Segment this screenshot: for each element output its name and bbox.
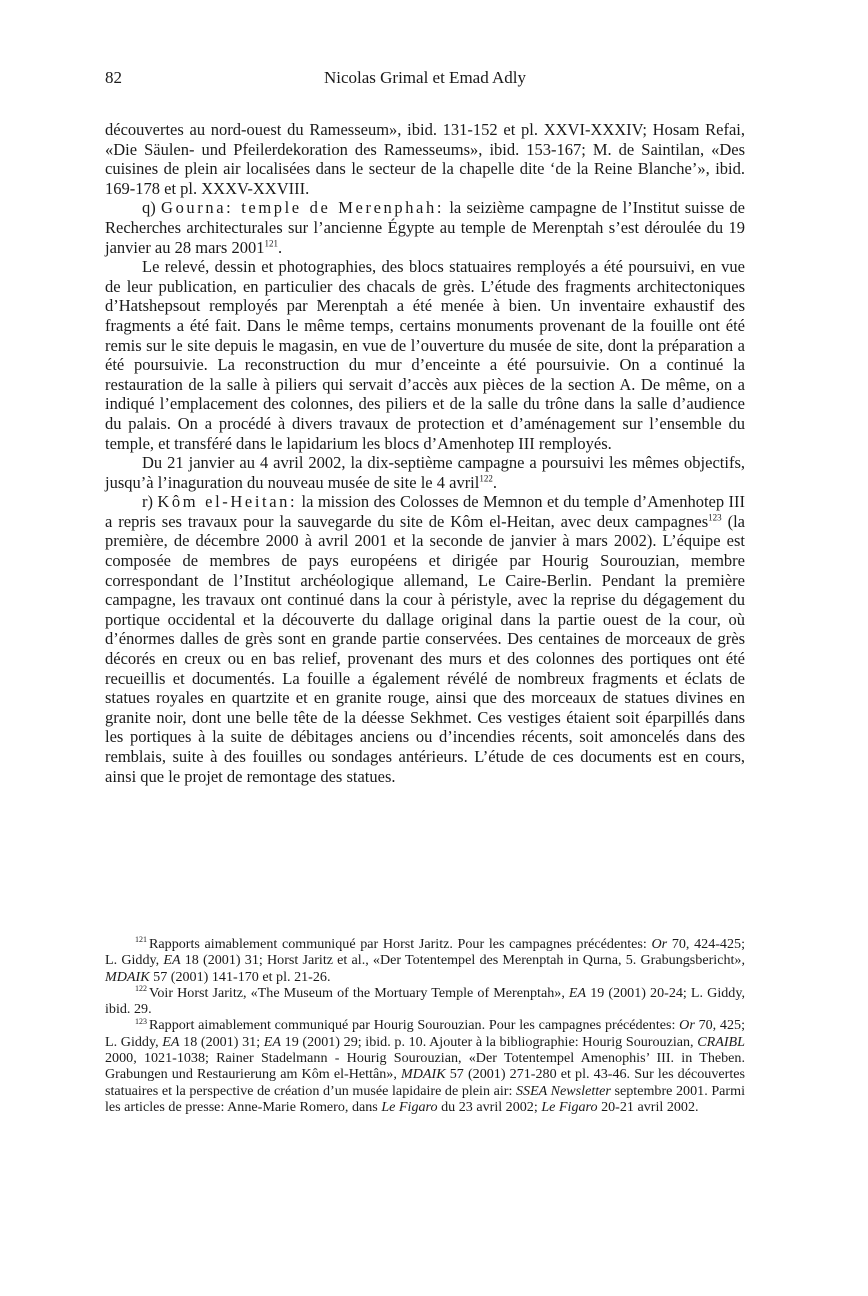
footnote-text: septembre 2001. Parmi les articles de presse: Anne-Marie Romero, dans <box>105 1082 745 1115</box>
journal-abbrev: MDAIK <box>400 1066 446 1083</box>
footnote-122 <box>105 985 745 1018</box>
footnote-text: 19 (2001) 20-24; L. Giddy, ibid. 29. <box>105 984 745 1018</box>
punctuation: . <box>492 472 497 492</box>
journal-abbrev: Le Figaro <box>541 1098 598 1115</box>
footnote-text: Rapport aimablement communiqué par Hourig Sourouzian. Pour les campagnes précédentes: <box>149 1017 680 1034</box>
journal-abbrev: SSEA Newsletter <box>515 1082 611 1099</box>
footnote-mark: 123 <box>135 1016 147 1026</box>
footnote-text: Voir Horst Jaritz, «The Museum of the Mortuary Temple of Merenptah», <box>149 984 569 1001</box>
footnote-text: 18 (2001) 31; Horst Jaritz et al., «Der Totentempel des Merenptah in Qurna, 5. Grabungsbericht», <box>180 952 745 969</box>
journal-abbrev: Or <box>679 1017 695 1034</box>
running-head: Nicolas Grimal et Emad Adly <box>323 68 527 87</box>
journal-abbrev: MDAIK <box>105 968 150 985</box>
footnotes <box>105 936 745 1115</box>
footnote-text: 18 (2001) 31; <box>179 1033 264 1050</box>
journal-abbrev: EA <box>163 952 181 969</box>
journal-abbrev: EA <box>162 1033 180 1050</box>
paragraph-kom-text-1: la mission des Colosses de Memnon et du temple d’Amenhotep III a repris ses travaux pour la sauvegarde du site de Kôm el-Heitan, avec deux campagnes <box>105 492 746 531</box>
paragraph-releve: Le relevé, dessin et photographies, des blocs statuaires remployés a été poursuivi, en vue de leur publication, en particulier des chacals de grès. L’étude des fragments architectoniques d’Hatshepsout remployés par Merenptah a été menée à bien. Un inventaire exhaustif des fragments a été fait. Dans le même temps, certains monuments provenant de la fouille ont été remis sur le site depuis le magasin, en vue de l’ouverture du musée de site, dont la préparation a été poursuivie. La reconstruction du mur d’enceinte a été poursuivie. On a continué la restauration de la salle à piliers qui servait d’accès aux pièces de la section A. De même, on a indiqué l’emplacement des colonnes, des piliers et de la salle du trône dans la salle d’audience du palais. On a procédé à divers travaux de protection et d’aménagement sur l’ensemble du temple, et transféré dans le lapidarium les blocs d’Amenhotep III remployés. <box>105 257 745 453</box>
paragraph-gourna-text: la seizième campagne de l’Institut suisse de Recherches architecturales sur l’ancienne Égypte au temple de Merenptah s’est déroulée du 19 janvier au 28 mars 2001 <box>105 198 746 257</box>
journal-abbrev: CRAIBL <box>697 1033 745 1050</box>
paragraph-gourna <box>105 198 745 257</box>
footnote-text: 2000, 1021-1038; Rainer Stadelmann - Hourig Sourouzian, «Der Totentempel Amenophis’ III. in Theben. Grabungen und Restaurierung am Kôm el-Hettân», <box>105 1050 745 1083</box>
journal-abbrev: EA <box>568 984 587 1001</box>
footnote-text: 57 (2001) 271-280 et pl. 43-46. Sur les découvertes statuaires et la perspective de création d’un musée lapidaire de plein air: <box>105 1066 745 1099</box>
punctuation: . <box>277 237 283 257</box>
journal-abbrev: EA <box>263 1033 282 1050</box>
footnote-ref-122: 122 <box>479 473 493 484</box>
paragraph-2002-text: Du 21 janvier au 4 avril 2002, la dix-septième campagne a poursuivi les mêmes objectifs, jusqu’à l’inaguration du nouveau musée de site le 4 avril <box>105 453 745 492</box>
footnote-mark: 121 <box>135 935 147 945</box>
main-text <box>105 120 745 786</box>
footnote-ref-123: 123 <box>708 512 722 523</box>
footnote-ref-121: 121 <box>264 238 278 249</box>
footnote-121 <box>105 936 745 985</box>
footnote-text: Rapports aimablement communiqué par Horst Jaritz. Pour les campagnes précédentes: <box>149 936 652 952</box>
footnote-text: 19 (2001) 29; ibid. p. 10. Ajouter à la bibliographie: Hourig Sourouzian, <box>281 1033 698 1050</box>
journal-abbrev: Le Figaro <box>381 1098 438 1115</box>
site-heading-kom-el-heitan: Kôm el-Heitan: <box>157 492 298 512</box>
footnote-text: 70, 425; L. Giddy, <box>105 1017 745 1050</box>
footnote-mark: 122 <box>135 984 147 994</box>
footnote-text: du 23 avril 2002; <box>437 1098 542 1115</box>
site-heading-gourna: Gourna: temple de Merenphah: <box>161 198 445 218</box>
page-number: 82 <box>105 68 122 87</box>
paragraph-2002-campaign <box>105 453 745 492</box>
journal-abbrev: Or <box>651 936 668 952</box>
footnote-123 <box>105 1017 745 1115</box>
section-label-r: r) <box>142 492 158 512</box>
paragraph-kom-el-heitan <box>105 492 745 786</box>
footnote-text: 70, 424-425; L. Giddy, <box>105 936 745 969</box>
footnote-text: 57 (2001) 141-170 et pl. 21-26. <box>149 968 331 985</box>
footnote-text: 20-21 avril 2002. <box>597 1098 699 1115</box>
section-label-q: q) <box>142 198 162 218</box>
paragraph-continuation: découvertes au nord-ouest du Ramesseum», ibid. 131-152 et pl. XXVI-XXXIV; Hosam Refai, «Die Säulen- und Pfeilerdekoration des Ramesseums», ibid. 153-167; M. de Saintilan, «Des cuisines de plein air localisées dans le secteur de la chapelle dite ‘de la Reine Blanche’», ibid. 169-178 et pl. XXXV-XXVIII. <box>105 120 745 198</box>
paragraph-kom-text-2: (la première, de décembre 2000 à avril 2001 et la seconde de janvier à mars 2002). L’équipe est composée de membres de pays européens et dirigée par Hourig Sourouzian, membre correspondant de l’Institut archéologique allemand, Le Caire-Berlin. Pendant la première campagne, les travaux ont continué dans la cour à péristyle, avec la reprise du dégagement du portique occidental et la découverte du dallage original dans la partie ouest de la cour, où d’énormes dalles de grès sont en grande partie conservées. Des centaines de morceaux de grès décorés en creux ou en bas relief, provenant des murs et des colonnes des portiques ont été recueillis et documentés. La fouille a également révélé de nombreux fragments et éclats de statues royales en quartzite et en granite rouge, ainsi que des morceaux de statues divines en granite noir, dont une belle tête de la déesse Sekhmet. Ces vestiges étaient soit éparpillés dans les portiques à la suite de débitages anciens ou d’incendies récents, soit amoncelés dans des remblais, suite à des fouilles ou sondages antérieurs. L’étude de ces documents est en cours, ainsi que le projet de remontage des statues. <box>105 511 745 786</box>
